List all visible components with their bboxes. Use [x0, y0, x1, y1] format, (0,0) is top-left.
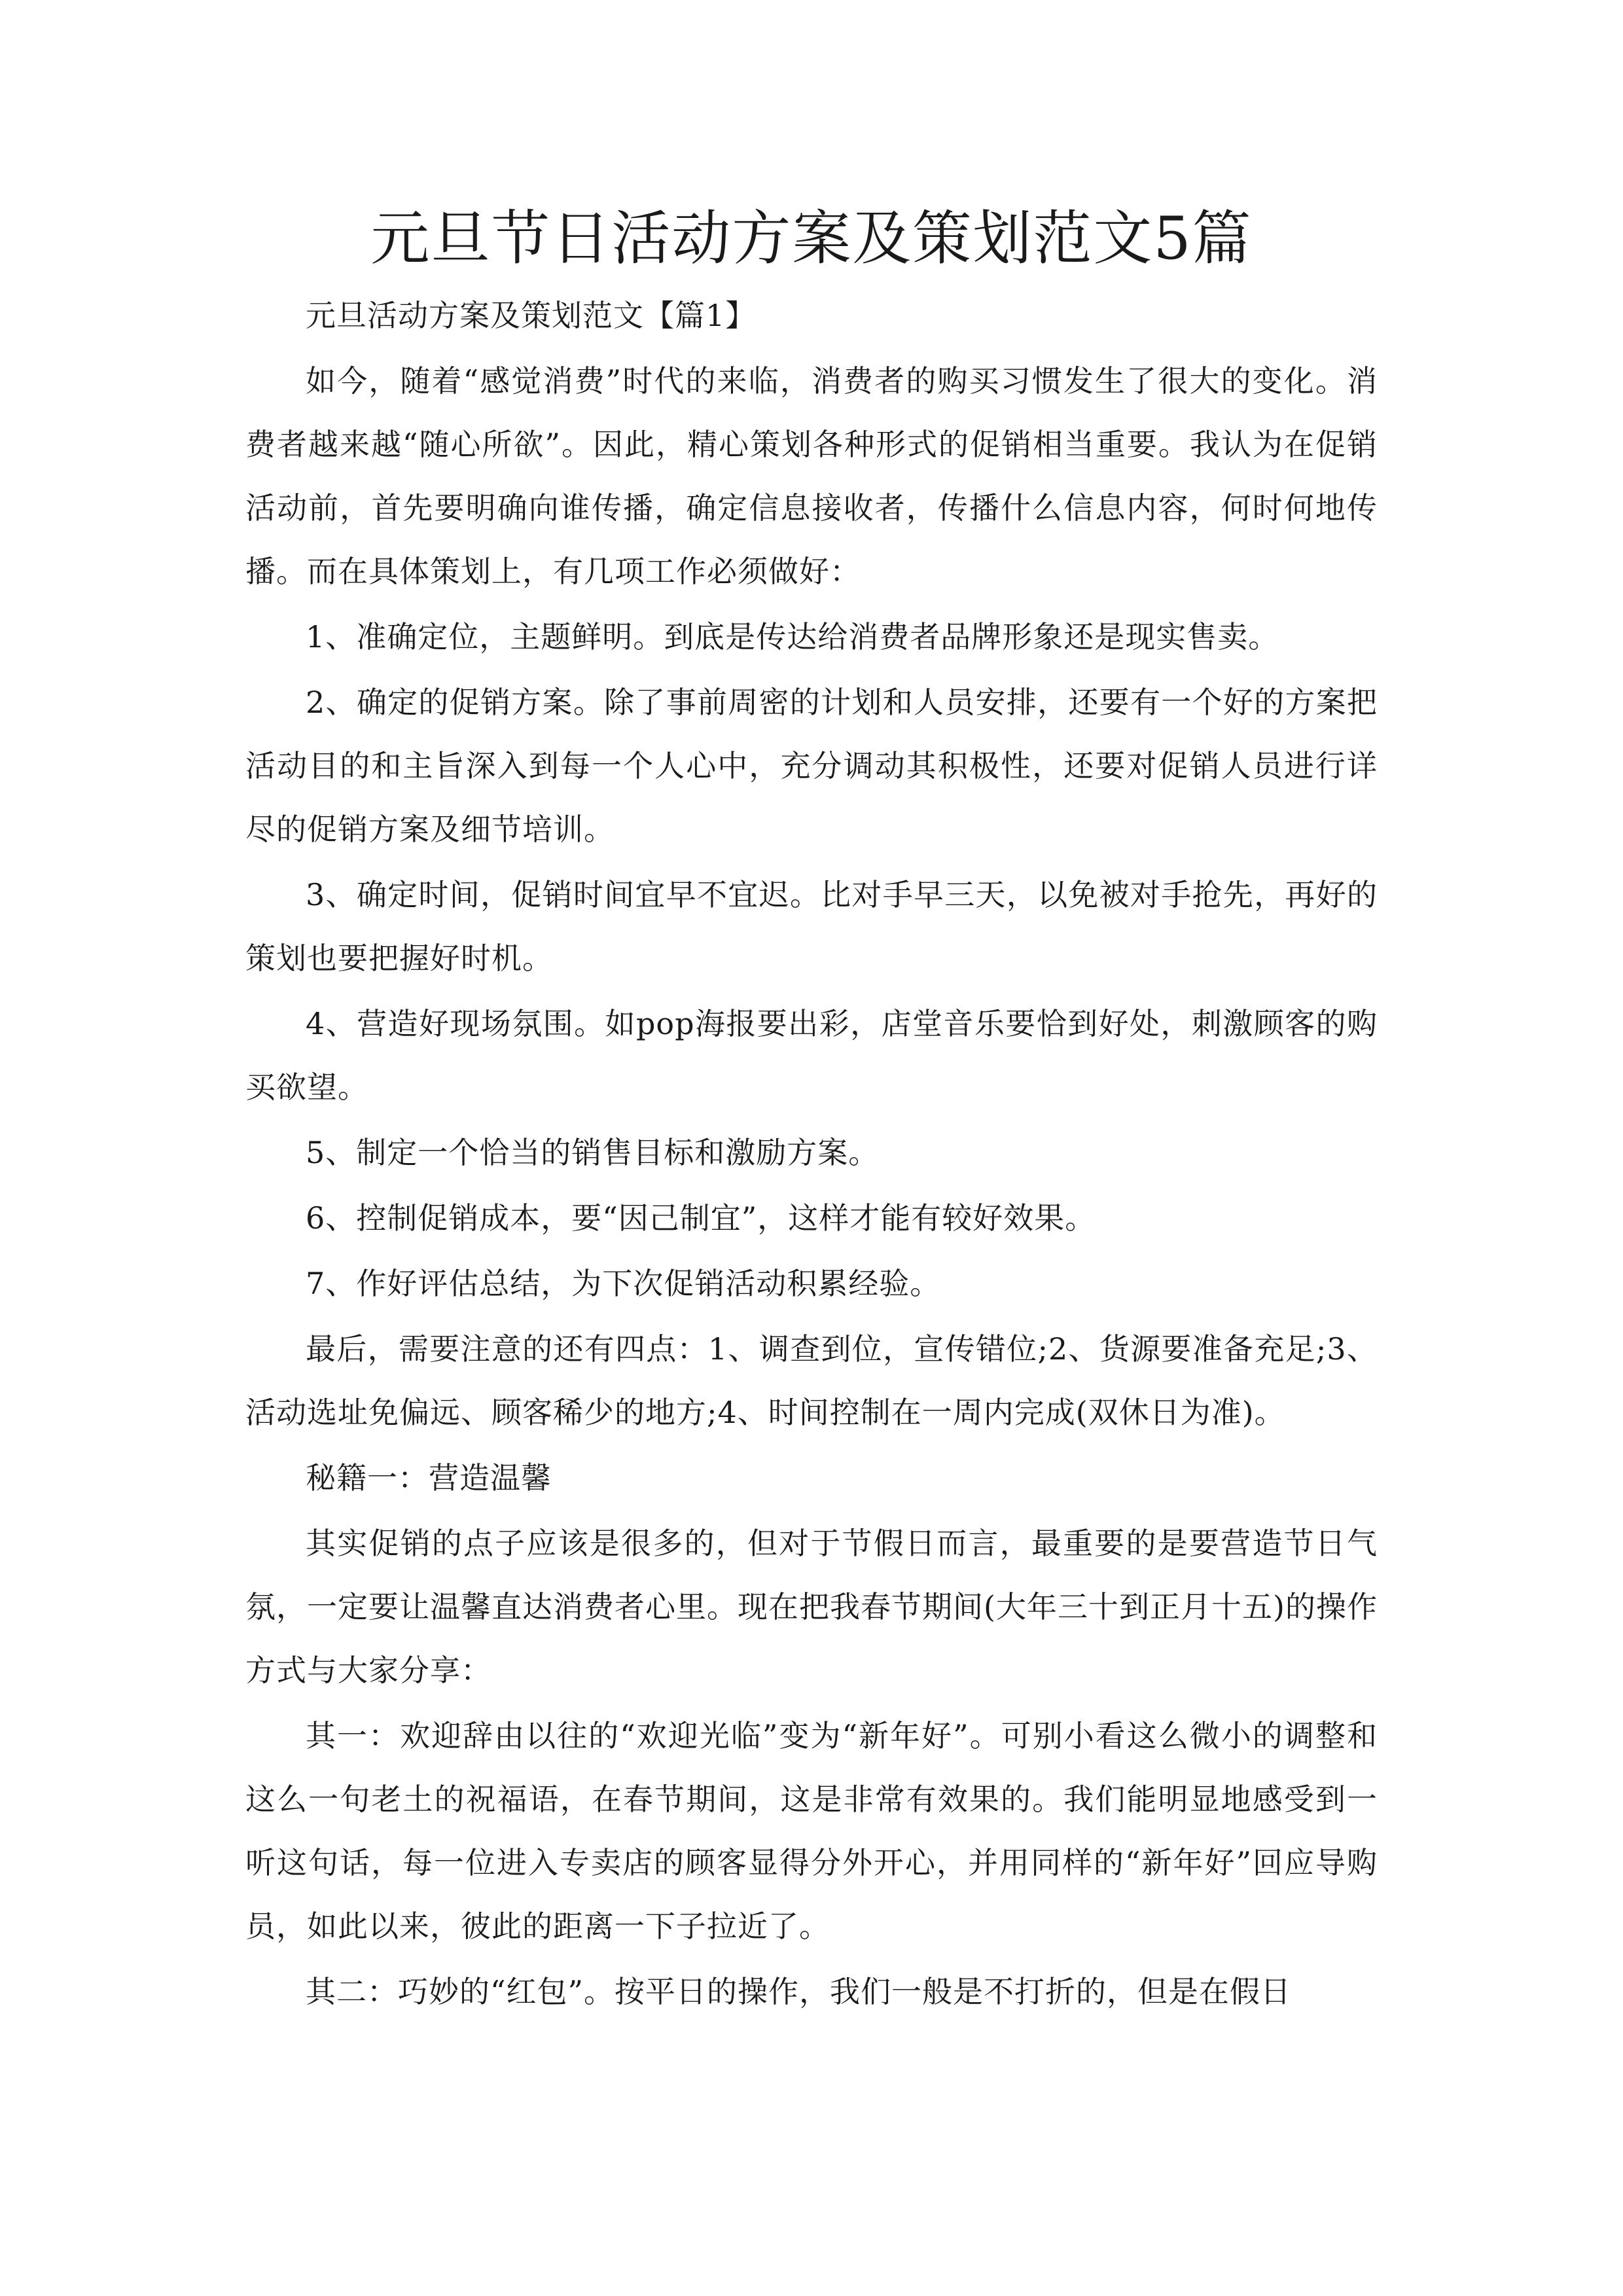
paragraph: 如今，随着“感觉消费”时代的来临，消费者的购买习惯发生了很大的变化。消费者越来越“随心所欲”。因此，精心策划各种形式的促销相当重要。我认为在促销活动前，首先要明确向谁传播，确定信息接收者，传播什么信息内容，何时何地传播。而在具体策划上，有几项工作必须做好：	[245, 363, 1378, 589]
paragraph: 其实促销的点子应该是很多的，但对于节假日而言，最重要的是要营造节日气氛，一定要让温馨直达消费者心里。现在把我春节期间(大年三十到正月十五)的操作方式与大家分享：	[245, 1526, 1378, 1688]
paragraph: 最后，需要注意的还有四点：1、调查到位，宣传错位;2、货源要准备充足;3、活动选址免偏远、顾客稀少的地方;4、时间控制在一周内完成(双休日为准)。	[245, 1331, 1378, 1430]
list-item: 4、营造好现场氛围。如pop海报要出彩，店堂音乐要恰到好处，刺激顾客的购买欲望。	[245, 1006, 1378, 1105]
paragraph: 其一：欢迎辞由以往的“欢迎光临”变为“新年好”。可别小看这么微小的调整和这么一句老土的祝福语，在春节期间，这是非常有效果的。我们能明显地感受到一听这句话，每一位进入专卖店的顾客显得分外开心，并用同样的“新年好”回应导购员，如此以来，彼此的距离一下子拉近了。	[245, 1718, 1378, 1944]
list-item: 2、确定的促销方案。除了事前周密的计划和人员安排，还要有一个好的方案把活动目的和主旨深入到每一个人心中，充分调动其积极性，还要对促销人员进行详尽的促销方案及细节培训。	[245, 685, 1378, 847]
document-title: 元旦节日活动方案及策划范文5篇	[370, 204, 1253, 273]
list-item: 1、准确定位，主题鲜明。到底是传达给消费者品牌形象还是现实售卖。	[306, 619, 1279, 655]
list-item: 7、作好评估总结，为下次促销活动积累经验。	[306, 1266, 941, 1301]
list-item: 6、控制促销成本，要“因己制宜”，这样才能有较好效果。	[306, 1200, 1096, 1236]
section-heading: 秘籍一：营造温馨	[306, 1460, 552, 1496]
list-item: 5、制定一个恰当的销售目标和激励方案。	[306, 1135, 880, 1170]
paragraph: 其二：巧妙的“红包”。按平日的操作，我们一般是不打折的，但是在假日	[306, 1974, 1292, 2009]
document-body	[245, 284, 1378, 2024]
section-heading: 元旦活动方案及策划范文【篇1】	[306, 298, 757, 333]
list-item: 3、确定时间，促销时间宜早不宜迟。比对手早三天，以免被对手抢先，再好的策划也要把握好时机。	[245, 877, 1378, 976]
